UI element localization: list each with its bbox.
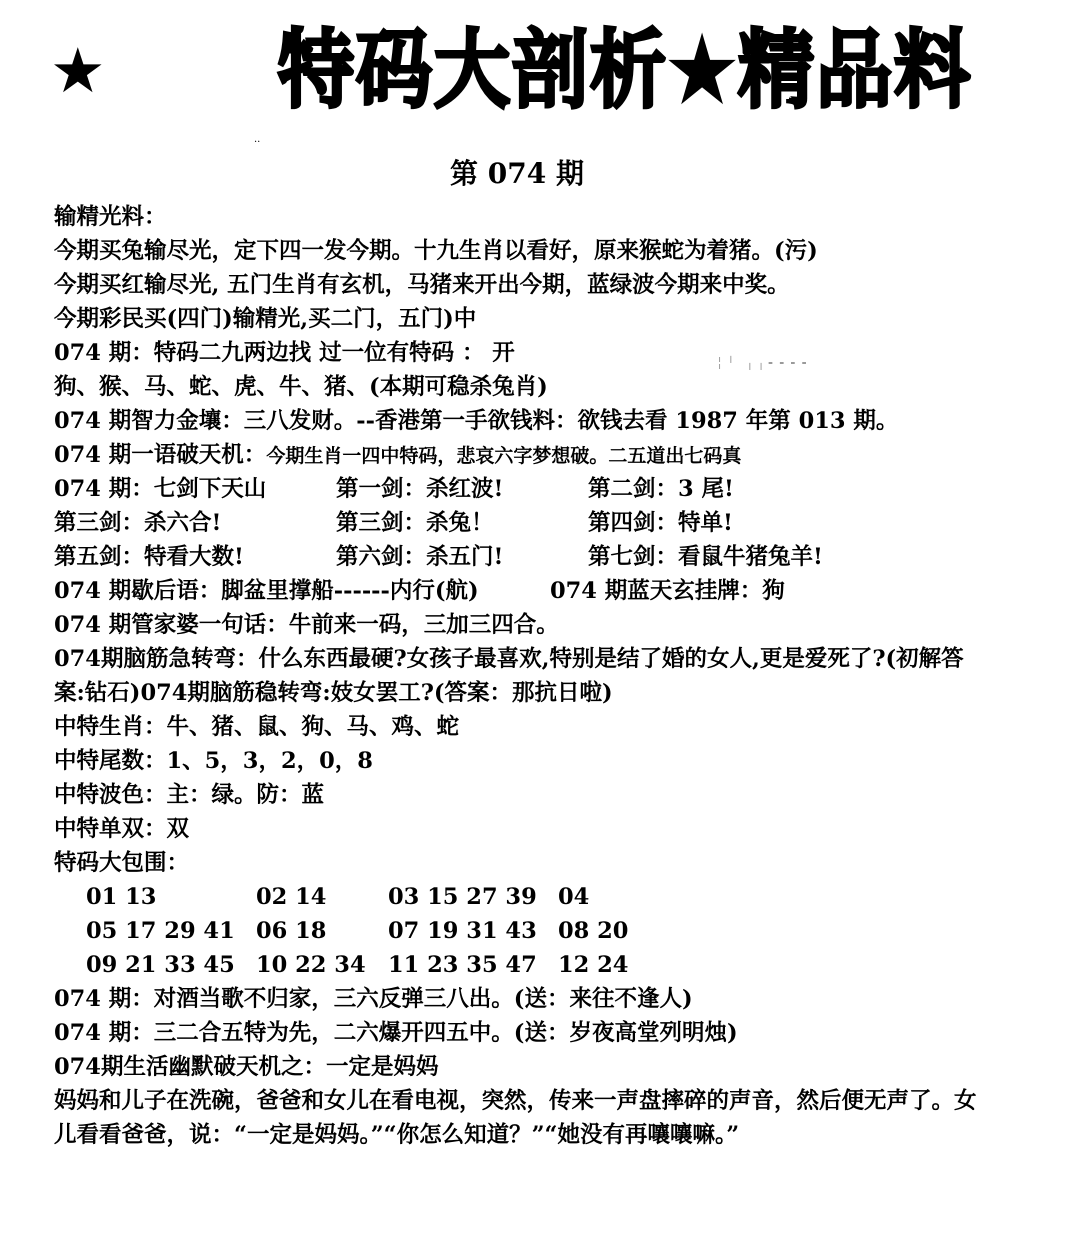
- text-line: 狗、猴、马、蛇、虎、牛、猪、(本期可稳杀兔肖): [54, 374, 548, 400]
- text-line: 074 期：三二合五特为先，二六爆开四五中。(送：岁夜高堂列明烛): [54, 1020, 738, 1046]
- sword-row: [54, 506, 1064, 540]
- sword-cell: 第三剑：杀兔！: [336, 510, 494, 536]
- sword-cell: 第二剑：3 尾!: [588, 476, 734, 502]
- number-cell: 05 17 29 41: [86, 918, 235, 944]
- section-heading: 输精光料：: [54, 204, 167, 230]
- number-cell: 06 18: [256, 918, 327, 944]
- sword-cell: 第三剑：杀六合!: [54, 510, 222, 536]
- text-line: 074 期管家婆一句话：牛前来一码，三加三四合。: [54, 612, 559, 638]
- text-line: 中特单双：双: [54, 816, 190, 842]
- sword-row: [54, 472, 1064, 506]
- dots-mark: ..: [254, 134, 261, 145]
- number-cell: 10 22 34: [256, 952, 366, 978]
- xiehouyu-cell: 074 期蓝天玄挂牌：狗: [550, 578, 785, 604]
- page-title: 特码大剖析★精品料: [278, 20, 973, 120]
- number-cell: 09 21 33 45: [86, 952, 235, 978]
- number-cell: 04: [558, 884, 590, 910]
- issue-number: 第 074 期: [450, 157, 584, 190]
- text-line: 今期买兔输尽光，定下四一发今期。十九生肖以看好，原来猴蛇为着猪。(污): [54, 238, 818, 264]
- number-cell: 03 15 27 39: [388, 884, 537, 910]
- star-icon: ★: [50, 34, 106, 107]
- number-cell: 11 23 35 47: [388, 952, 537, 978]
- line-text: 今期生肖一四中特码，悲哀六字梦想破。二五道出七码真: [266, 445, 742, 467]
- number-row: [54, 914, 1064, 948]
- text-line: 074 期智力金壤：三八发财。--香港第一手欲钱料：欲钱去看 1987 年第 013 期。: [54, 408, 899, 434]
- text-line: [54, 438, 1064, 472]
- text-line: 中特波色：主：绿。防：蓝: [54, 782, 325, 808]
- content-body: [54, 200, 1064, 1152]
- text-line: 今期买红输尽光, 五门生肖有玄机，马猪来开出今期，蓝绿波今期来中奖。: [54, 272, 790, 298]
- sword-cell: 第五剑：特看大数!: [54, 544, 244, 570]
- text-line: 中特生肖：牛、猪、鼠、狗、马、鸡、蛇: [54, 714, 460, 740]
- text-paragraph: 妈妈和儿子在洗碗，爸爸和女儿在看电视，突然，传来一声盘摔碎的声音，然后便无声了。女儿看看爸爸，说：“一定是妈妈。”“你怎么知道？”“她没有再嚷嚷嘛。”: [54, 1088, 977, 1148]
- number-cell: 08 20: [558, 918, 629, 944]
- section-heading: 特码大包围：: [54, 850, 190, 876]
- line-label: 074 期一语破天机：: [54, 442, 267, 468]
- sword-cell: 074 期：七剑下天山: [54, 476, 267, 502]
- sword-cell: 第四剑：特单!: [588, 510, 733, 536]
- number-cell: 01 13: [86, 884, 157, 910]
- sword-cell: 第一剑：杀红波!: [336, 476, 504, 502]
- xiehouyu-cell: 074 期歇后语：脚盆里撑船------内行(航): [54, 578, 479, 604]
- text-line: 074期生活幽默破天机之：一定是妈妈: [54, 1054, 439, 1080]
- xiehouyu-row: [54, 574, 1064, 608]
- number-row: [54, 948, 1064, 982]
- text-line: 今期彩民买(四门)输精光,买二门，五门)中: [54, 306, 477, 332]
- sword-cell: 第六剑：杀五门!: [336, 544, 504, 570]
- number-row: [54, 880, 1064, 914]
- text-line: 074 期：特码二九两边找 过一位有特码 ： 开: [54, 340, 515, 366]
- number-cell: 12 24: [558, 952, 629, 978]
- text-line: 074 期：对酒当歌不归家，三六反弹三八出。(送：来往不逢人): [54, 986, 693, 1012]
- text-paragraph: 074期脑筋急转弯：什么东西最硬?女孩子最喜欢,特别是结了婚的女人,更是爱死了?(初解答案:钻石)074期脑筋稳转弯:妓女罢工?(答案：那抗日啦): [54, 646, 964, 706]
- sword-cell: 第七剑：看鼠牛猪兔羊!: [588, 544, 823, 570]
- number-cell: 07 19 31 43: [388, 918, 537, 944]
- faint-text: ╎╵ ╷╷╸╸╸╸: [716, 356, 814, 370]
- sword-row: [54, 540, 1064, 574]
- text-line: 中特尾数：1、5，3，2，0，8: [54, 748, 373, 774]
- number-cell: 02 14: [256, 884, 327, 910]
